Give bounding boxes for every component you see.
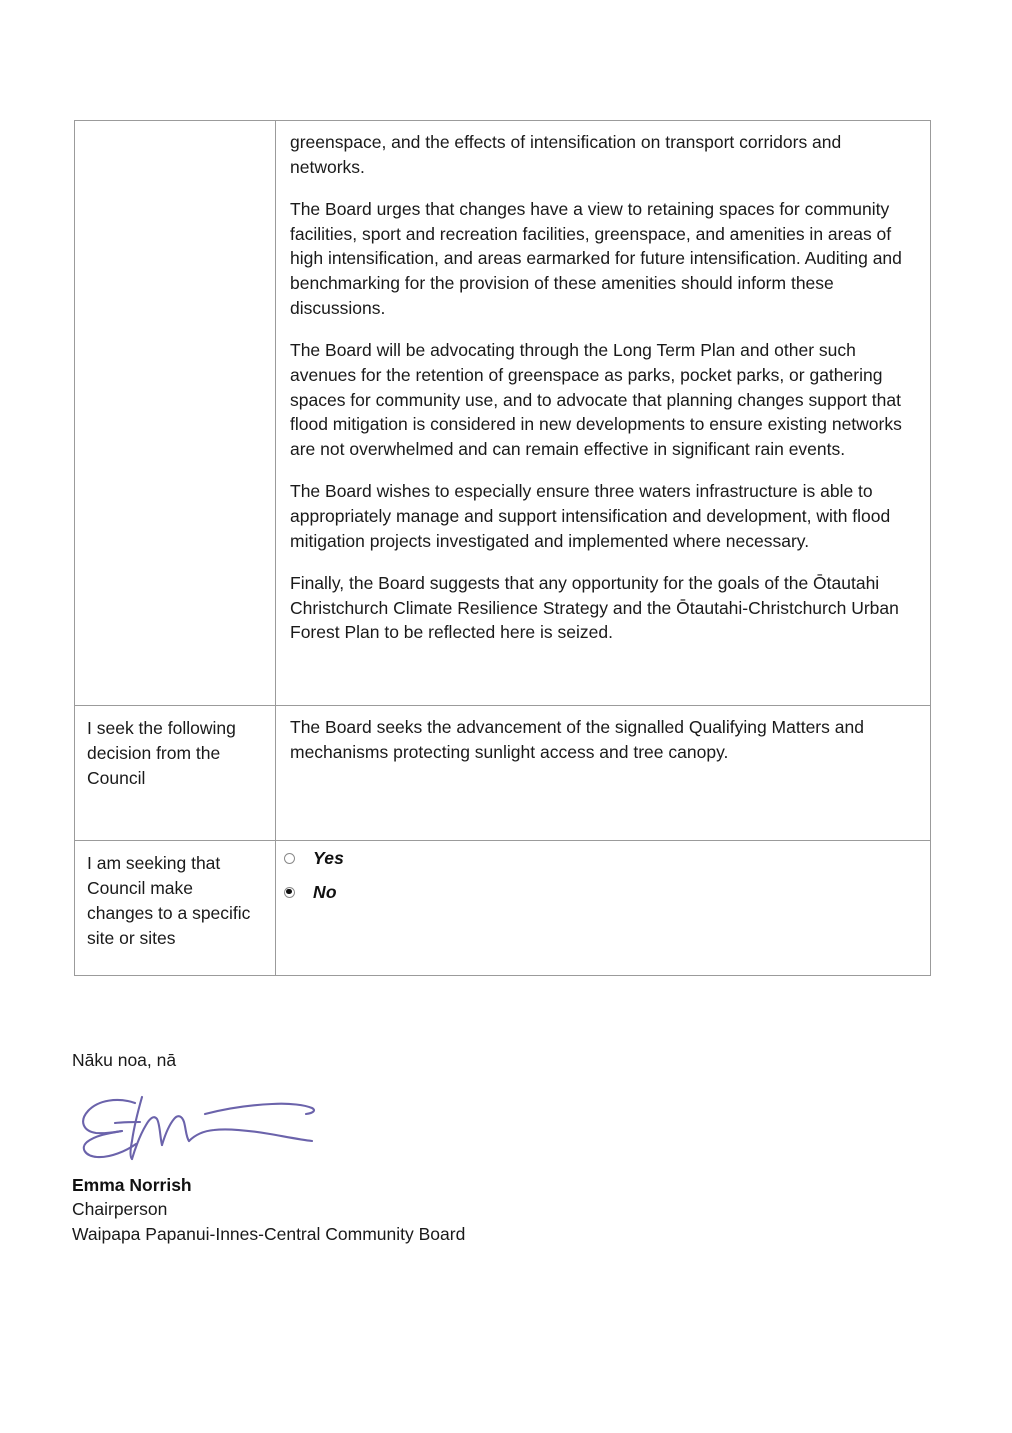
row-label-text-decision: I seek the following decision from the Council xyxy=(87,718,236,788)
salutation-text: Nāku noa, nā xyxy=(72,1050,177,1070)
radio-label-yes: Yes xyxy=(313,847,345,868)
table-row-continuation xyxy=(75,121,931,706)
row-label-cell-decision xyxy=(75,706,276,841)
row-body-text-decision xyxy=(276,706,930,837)
signature-image xyxy=(74,1087,344,1169)
signer-name: Emma Norrish xyxy=(72,1174,192,1195)
submission-table xyxy=(74,120,931,976)
radio-option-yes[interactable] xyxy=(284,847,930,869)
paragraph-decision-sought: The Board seeks the advancement of the signalled Qualifying Matters and mechanisms protecting sunlight access and tree canopy. xyxy=(290,717,864,762)
row-body-cell-site xyxy=(276,841,931,976)
row-body-cell-decision xyxy=(276,706,931,841)
signer-organisation: Waipapa Papanui-Innes-Central Community Board xyxy=(72,1224,466,1245)
site-change-radio-group[interactable] xyxy=(276,841,930,903)
radio-option-no[interactable] xyxy=(284,881,930,903)
paragraph-climate-resilience: Finally, the Board suggests that any opportunity for the goals of the Ōtautahi Christchurch Climate Resilience Strategy and the Ōtautahi-Christchurch Urban Forest Plan to be reflected here is seized. xyxy=(290,572,899,643)
signer-role: Chairperson xyxy=(72,1199,168,1220)
paragraph-three-waters: The Board wishes to especially ensure three waters infrastructure is able to appropriately manage and support intensification and development, with flood mitigation projects investigated and implemented where necessary. xyxy=(290,481,891,551)
radio-label-no: No xyxy=(313,881,337,902)
signoff-block xyxy=(72,1048,772,1247)
row-label-cell-site xyxy=(75,841,276,976)
row-label-cell-empty xyxy=(75,121,276,706)
paragraph-long-term-plan: The Board will be advocating through the Long Term Plan and other such avenues for the retention of greenspace as parks, pocket parks, or gathering spaces for community use, and to advocate that planning changes support that flood mitigation is considered in new developments to ensure existing networks are not overwhelmed and can remain effective in significant rain events. xyxy=(290,339,902,460)
row-label-text xyxy=(75,121,275,705)
radio-checked-icon[interactable] xyxy=(284,887,295,898)
paragraph-greenspace-effects: greenspace, and the effects of intensification on transport corridors and networks. xyxy=(290,132,842,177)
table-row-decision-sought xyxy=(75,706,931,841)
table-row-site-specific xyxy=(75,841,931,976)
row-label-text-site: I am seeking that Council make changes to a specific site or sites xyxy=(87,853,251,948)
row-body-cell-continuation xyxy=(276,121,931,706)
paragraph-board-urges: The Board urges that changes have a view to retaining spaces for community facilities, sport and recreation facilities, greenspace, and amenities in areas of high intensification, and areas earmarked for future intensification. Auditing and benchmarking for the provision of these amenities should inform these discussions. xyxy=(290,198,902,319)
radio-unchecked-icon[interactable] xyxy=(284,853,295,864)
row-body-text xyxy=(276,121,930,657)
